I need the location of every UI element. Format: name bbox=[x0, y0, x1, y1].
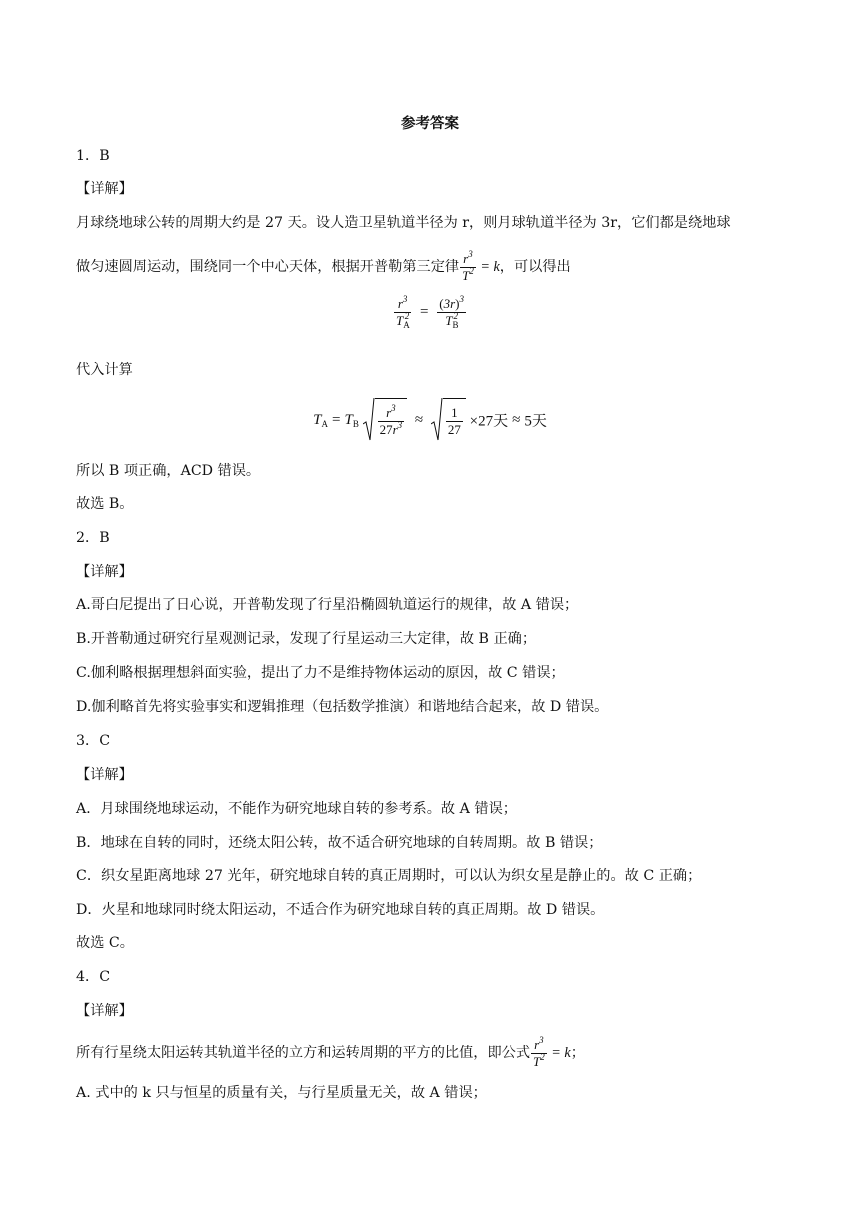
kepler-law-formula-q4: $\frac{r^3}{T^2}$ bbox=[533, 1034, 545, 1069]
q1-paragraph-2-lead: 做匀速圆周运动，围绕同一个中心天体，根据开普勒第三定律 bbox=[76, 259, 460, 275]
q1-equation-2: $T_A = T_B$ $\frac{r^3}{27r^3}$ ≈ $\frac{1}{27}$ ×27天 ≈ 5天 bbox=[0, 398, 860, 442]
q4-paragraph-1-tail: ； bbox=[570, 1045, 585, 1061]
q3-detail-heading: 【详解】 bbox=[76, 767, 133, 783]
q1-paragraph-2 bbox=[76, 250, 571, 284]
q4-answer: 4．C bbox=[76, 969, 111, 985]
q2-option-b: B.开普勒通过研究行星观测记录，发现了行星运动三大定律，故 B 正确； bbox=[76, 631, 537, 647]
q1-paragraph-1: 月球绕地球公转的周期大约是 27 天。设人造卫星轨道半径为 r，则月球轨道半径为 3r，它们都是绕地球 bbox=[76, 215, 731, 231]
q3-option-d: D．火星和地球同时绕太阳运动，不适合作为研究地球自转的真正周期。故 D 错误。 bbox=[76, 902, 605, 918]
kepler-rhs-q4: = k bbox=[547, 1045, 571, 1061]
q3-option-b: B．地球在自转的同时，还绕太阳公转，故不适合研究地球的自转周期。故 B 错误； bbox=[76, 835, 603, 851]
q2-option-d: D.伽利略首先将实验事实和逻辑推理（包括数学推演）和谐地结合起来，故 D 错误。 bbox=[76, 699, 609, 715]
q2-option-c: C.伽利略根据理想斜面实验，提出了力不是维持物体运动的原因，故 C 错误； bbox=[76, 665, 565, 681]
q3-option-c: C．织女星距离地球 27 光年，研究地球自转的真正周期时，可以认为织女星是静止的。故 C 正确； bbox=[76, 868, 702, 884]
q2-detail-heading: 【详解】 bbox=[76, 564, 133, 580]
q1-paragraph-2-tail: ，可以得出 bbox=[499, 259, 571, 275]
q1-detail-heading: 【详解】 bbox=[76, 181, 133, 197]
q2-answer: 2．B bbox=[76, 530, 110, 546]
q2-option-a: A.哥白尼提出了日心说，开普勒发现了行星沿椭圆轨道运行的规律，故 A 错误； bbox=[76, 597, 579, 613]
q4-paragraph-1-lead: 所有行星绕太阳运转其轨道半径的立方和运转周期的平方的比值，即公式 bbox=[76, 1045, 531, 1061]
q4-detail-heading: 【详解】 bbox=[76, 1003, 133, 1019]
page-title: 参考答案 bbox=[401, 116, 459, 132]
q1-substitute-label: 代入计算 bbox=[76, 362, 133, 378]
q3-option-a: A．月球围绕地球运动，不能作为研究地球自转的参考系。故 A 错误； bbox=[76, 801, 517, 817]
kepler-rhs: = k bbox=[476, 259, 500, 275]
q3-answer: 3．C bbox=[76, 733, 111, 749]
q3-choice: 故选 C。 bbox=[76, 935, 134, 951]
q1-answer: 1．B bbox=[76, 148, 110, 164]
q4-option-a: A. 式中的 k 只与恒星的质量有关，与行星质量无关，故 A 错误； bbox=[76, 1085, 487, 1101]
q4-paragraph-1 bbox=[76, 1036, 585, 1070]
q1-equation-1: $\frac{r^3}{T_A^2}$ = $\frac{(3r)^3}{T_B^2}$ bbox=[396, 294, 464, 330]
q1-choice: 故选 B。 bbox=[76, 496, 134, 512]
kepler-law-formula: $\frac{r^3}{T^2}$ bbox=[462, 248, 474, 283]
q1-conclusion: 所以 B 项正确，ACD 错误。 bbox=[76, 463, 261, 479]
